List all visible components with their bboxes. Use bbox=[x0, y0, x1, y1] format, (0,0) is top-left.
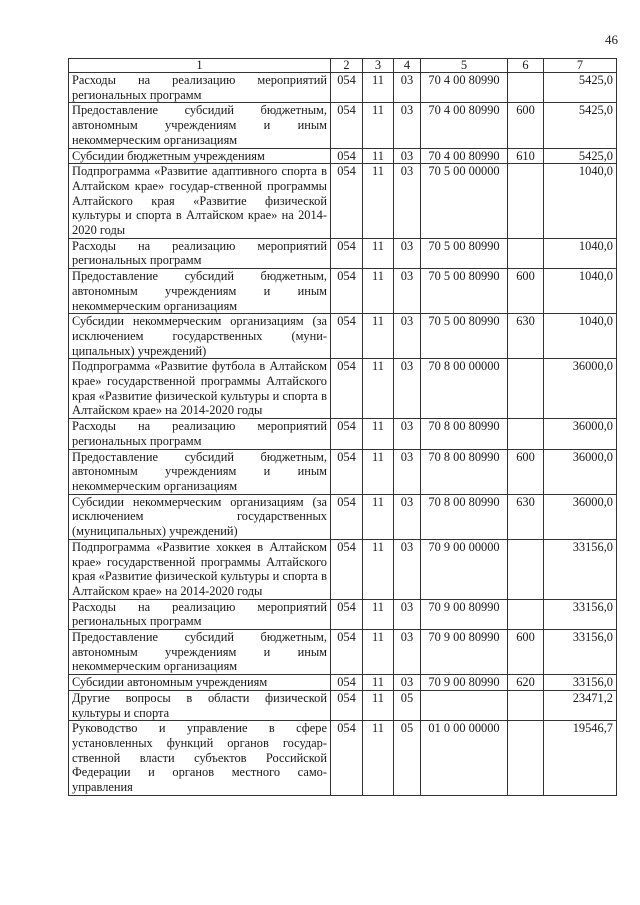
amount-value: 19546,7 bbox=[544, 721, 617, 796]
expense-type-code bbox=[508, 539, 544, 599]
table-row bbox=[69, 630, 617, 675]
section-code: 11 bbox=[363, 690, 394, 720]
section-code: 11 bbox=[363, 103, 394, 148]
expense-type-code: 630 bbox=[508, 494, 544, 539]
table-row bbox=[69, 269, 617, 314]
target-article-code: 70 9 00 80990 bbox=[421, 599, 508, 629]
target-article-code: 70 9 00 00000 bbox=[421, 539, 508, 599]
target-article-code: 70 4 00 80990 bbox=[421, 148, 508, 164]
table-row bbox=[69, 238, 617, 268]
ministry-code: 054 bbox=[331, 721, 363, 796]
expense-type-code bbox=[508, 599, 544, 629]
target-article-code: 70 5 00 80990 bbox=[421, 314, 508, 359]
subsection-code: 03 bbox=[394, 539, 421, 599]
column-header: 7 bbox=[544, 59, 617, 73]
item-name: Расходы на реализацию мероприятий региональных программ bbox=[69, 73, 331, 103]
table-row bbox=[69, 359, 617, 419]
amount-value: 33156,0 bbox=[544, 675, 617, 691]
target-article-code: 70 8 00 00000 bbox=[421, 359, 508, 419]
table-row bbox=[69, 164, 617, 239]
table-row bbox=[69, 148, 617, 164]
subsection-code: 03 bbox=[394, 148, 421, 164]
subsection-code: 03 bbox=[394, 103, 421, 148]
section-code: 11 bbox=[363, 314, 394, 359]
amount-value: 5425,0 bbox=[544, 148, 617, 164]
amount-value: 5425,0 bbox=[544, 73, 617, 103]
target-article-code: 70 8 00 80990 bbox=[421, 494, 508, 539]
target-article-code: 01 0 00 00000 bbox=[421, 721, 508, 796]
column-header: 2 bbox=[331, 59, 363, 73]
item-name: Субсидии некоммерческим организациям (за исключением государственных (муни-ципальных) учреждений) bbox=[69, 314, 331, 359]
table-header-row bbox=[69, 59, 617, 73]
target-article-code: 70 5 00 80990 bbox=[421, 269, 508, 314]
subsection-code: 05 bbox=[394, 721, 421, 796]
item-name: Субсидии бюджетным учреждениям bbox=[69, 148, 331, 164]
target-article-code bbox=[421, 690, 508, 720]
target-article-code: 70 9 00 80990 bbox=[421, 675, 508, 691]
target-article-code: 70 5 00 80990 bbox=[421, 238, 508, 268]
subsection-code: 03 bbox=[394, 494, 421, 539]
item-name: Предоставление субсидий бюджетным, автономным учреждениям и иным некоммерческим организациям bbox=[69, 449, 331, 494]
item-name: Субсидии автономным учреждениям bbox=[69, 675, 331, 691]
subsection-code: 03 bbox=[394, 238, 421, 268]
ministry-code: 054 bbox=[331, 238, 363, 268]
page-number: 46 bbox=[605, 32, 618, 47]
subsection-code: 03 bbox=[394, 630, 421, 675]
column-header: 3 bbox=[363, 59, 394, 73]
amount-value: 1040,0 bbox=[544, 238, 617, 268]
ministry-code: 054 bbox=[331, 630, 363, 675]
amount-value: 1040,0 bbox=[544, 314, 617, 359]
section-code: 11 bbox=[363, 359, 394, 419]
expense-type-code: 610 bbox=[508, 148, 544, 164]
amount-value: 1040,0 bbox=[544, 269, 617, 314]
table-row bbox=[69, 494, 617, 539]
target-article-code: 70 4 00 80990 bbox=[421, 73, 508, 103]
section-code: 11 bbox=[363, 599, 394, 629]
target-article-code: 70 8 00 80990 bbox=[421, 419, 508, 449]
section-code: 11 bbox=[363, 449, 394, 494]
amount-value: 36000,0 bbox=[544, 449, 617, 494]
subsection-code: 03 bbox=[394, 359, 421, 419]
ministry-code: 054 bbox=[331, 690, 363, 720]
subsection-code: 05 bbox=[394, 690, 421, 720]
column-header: 1 bbox=[69, 59, 331, 73]
expense-type-code bbox=[508, 419, 544, 449]
expense-type-code bbox=[508, 359, 544, 419]
section-code: 11 bbox=[363, 148, 394, 164]
table-row bbox=[69, 103, 617, 148]
section-code: 11 bbox=[363, 494, 394, 539]
table-row bbox=[69, 73, 617, 103]
item-name: Расходы на реализацию мероприятий региональных программ bbox=[69, 419, 331, 449]
amount-value: 36000,0 bbox=[544, 494, 617, 539]
ministry-code: 054 bbox=[331, 164, 363, 239]
column-header: 5 bbox=[421, 59, 508, 73]
amount-value: 5425,0 bbox=[544, 103, 617, 148]
amount-value: 23471,2 bbox=[544, 690, 617, 720]
expense-type-code: 600 bbox=[508, 449, 544, 494]
column-header: 6 bbox=[508, 59, 544, 73]
section-code: 11 bbox=[363, 419, 394, 449]
expense-type-code: 620 bbox=[508, 675, 544, 691]
amount-value: 33156,0 bbox=[544, 599, 617, 629]
expense-type-code bbox=[508, 238, 544, 268]
item-name: Предоставление субсидий бюджетным, автономным учреждениям и иным некоммерческим организациям bbox=[69, 103, 331, 148]
ministry-code: 054 bbox=[331, 269, 363, 314]
amount-value: 33156,0 bbox=[544, 539, 617, 599]
subsection-code: 03 bbox=[394, 314, 421, 359]
table-row bbox=[69, 690, 617, 720]
item-name: Расходы на реализацию мероприятий региональных программ bbox=[69, 238, 331, 268]
section-code: 11 bbox=[363, 238, 394, 268]
table-row bbox=[69, 721, 617, 796]
ministry-code: 054 bbox=[331, 449, 363, 494]
amount-value: 33156,0 bbox=[544, 630, 617, 675]
item-name: Руководство и управление в сфере установленных функций органов государ-ственной власти субъектов Российской Федерации и органов местного само-управления bbox=[69, 721, 331, 796]
ministry-code: 054 bbox=[331, 494, 363, 539]
amount-value: 1040,0 bbox=[544, 164, 617, 239]
section-code: 11 bbox=[363, 675, 394, 691]
expense-type-code bbox=[508, 690, 544, 720]
item-name: Подпрограмма «Развитие хоккея в Алтайском крае» государственной программы Алтайского края «Развитие физической культуры и спорта в Алтайском крае» на 2014-2020 годы bbox=[69, 539, 331, 599]
column-header: 4 bbox=[394, 59, 421, 73]
expense-type-code: 600 bbox=[508, 269, 544, 314]
item-name: Предоставление субсидий бюджетным, автономным учреждениям и иным некоммерческим организациям bbox=[69, 630, 331, 675]
ministry-code: 054 bbox=[331, 539, 363, 599]
table-row bbox=[69, 419, 617, 449]
item-name: Субсидии некоммерческим организациям (за исключением государственных (муниципальных) учреждений) bbox=[69, 494, 331, 539]
expense-type-code: 600 bbox=[508, 103, 544, 148]
section-code: 11 bbox=[363, 721, 394, 796]
subsection-code: 03 bbox=[394, 599, 421, 629]
ministry-code: 054 bbox=[331, 314, 363, 359]
amount-value: 36000,0 bbox=[544, 419, 617, 449]
subsection-code: 03 bbox=[394, 675, 421, 691]
section-code: 11 bbox=[363, 539, 394, 599]
ministry-code: 054 bbox=[331, 148, 363, 164]
expense-type-code: 600 bbox=[508, 630, 544, 675]
target-article-code: 70 4 00 80990 bbox=[421, 103, 508, 148]
ministry-code: 054 bbox=[331, 73, 363, 103]
ministry-code: 054 bbox=[331, 103, 363, 148]
expense-type-code bbox=[508, 164, 544, 239]
table-row bbox=[69, 539, 617, 599]
table-row bbox=[69, 314, 617, 359]
amount-value: 36000,0 bbox=[544, 359, 617, 419]
ministry-code: 054 bbox=[331, 599, 363, 629]
subsection-code: 03 bbox=[394, 73, 421, 103]
subsection-code: 03 bbox=[394, 449, 421, 494]
ministry-code: 054 bbox=[331, 359, 363, 419]
item-name: Другие вопросы в области физической культуры и спорта bbox=[69, 690, 331, 720]
item-name: Подпрограмма «Развитие адаптивного спорта в Алтайском крае» государ-ственной программы Алтайского края «Развитие физической культуры и спорта в Алтайском крае» на 2014-2020 годы bbox=[69, 164, 331, 239]
ministry-code: 054 bbox=[331, 419, 363, 449]
table-row bbox=[69, 675, 617, 691]
subsection-code: 03 bbox=[394, 164, 421, 239]
budget-table bbox=[68, 58, 617, 796]
expense-type-code bbox=[508, 73, 544, 103]
expense-type-code bbox=[508, 721, 544, 796]
section-code: 11 bbox=[363, 164, 394, 239]
subsection-code: 03 bbox=[394, 269, 421, 314]
item-name: Расходы на реализацию мероприятий региональных программ bbox=[69, 599, 331, 629]
section-code: 11 bbox=[363, 630, 394, 675]
subsection-code: 03 bbox=[394, 419, 421, 449]
target-article-code: 70 8 00 80990 bbox=[421, 449, 508, 494]
section-code: 11 bbox=[363, 73, 394, 103]
table-row bbox=[69, 599, 617, 629]
table-row bbox=[69, 449, 617, 494]
item-name: Подпрограмма «Развитие футбола в Алтайском крае» государственной программы Алтайского края «Развитие физической культуры и спорта в Алтайском крае» на 2014-2020 годы bbox=[69, 359, 331, 419]
expense-type-code: 630 bbox=[508, 314, 544, 359]
section-code: 11 bbox=[363, 269, 394, 314]
target-article-code: 70 5 00 00000 bbox=[421, 164, 508, 239]
item-name: Предоставление субсидий бюджетным, автономным учреждениям и иным некоммерческим организациям bbox=[69, 269, 331, 314]
ministry-code: 054 bbox=[331, 675, 363, 691]
target-article-code: 70 9 00 80990 bbox=[421, 630, 508, 675]
